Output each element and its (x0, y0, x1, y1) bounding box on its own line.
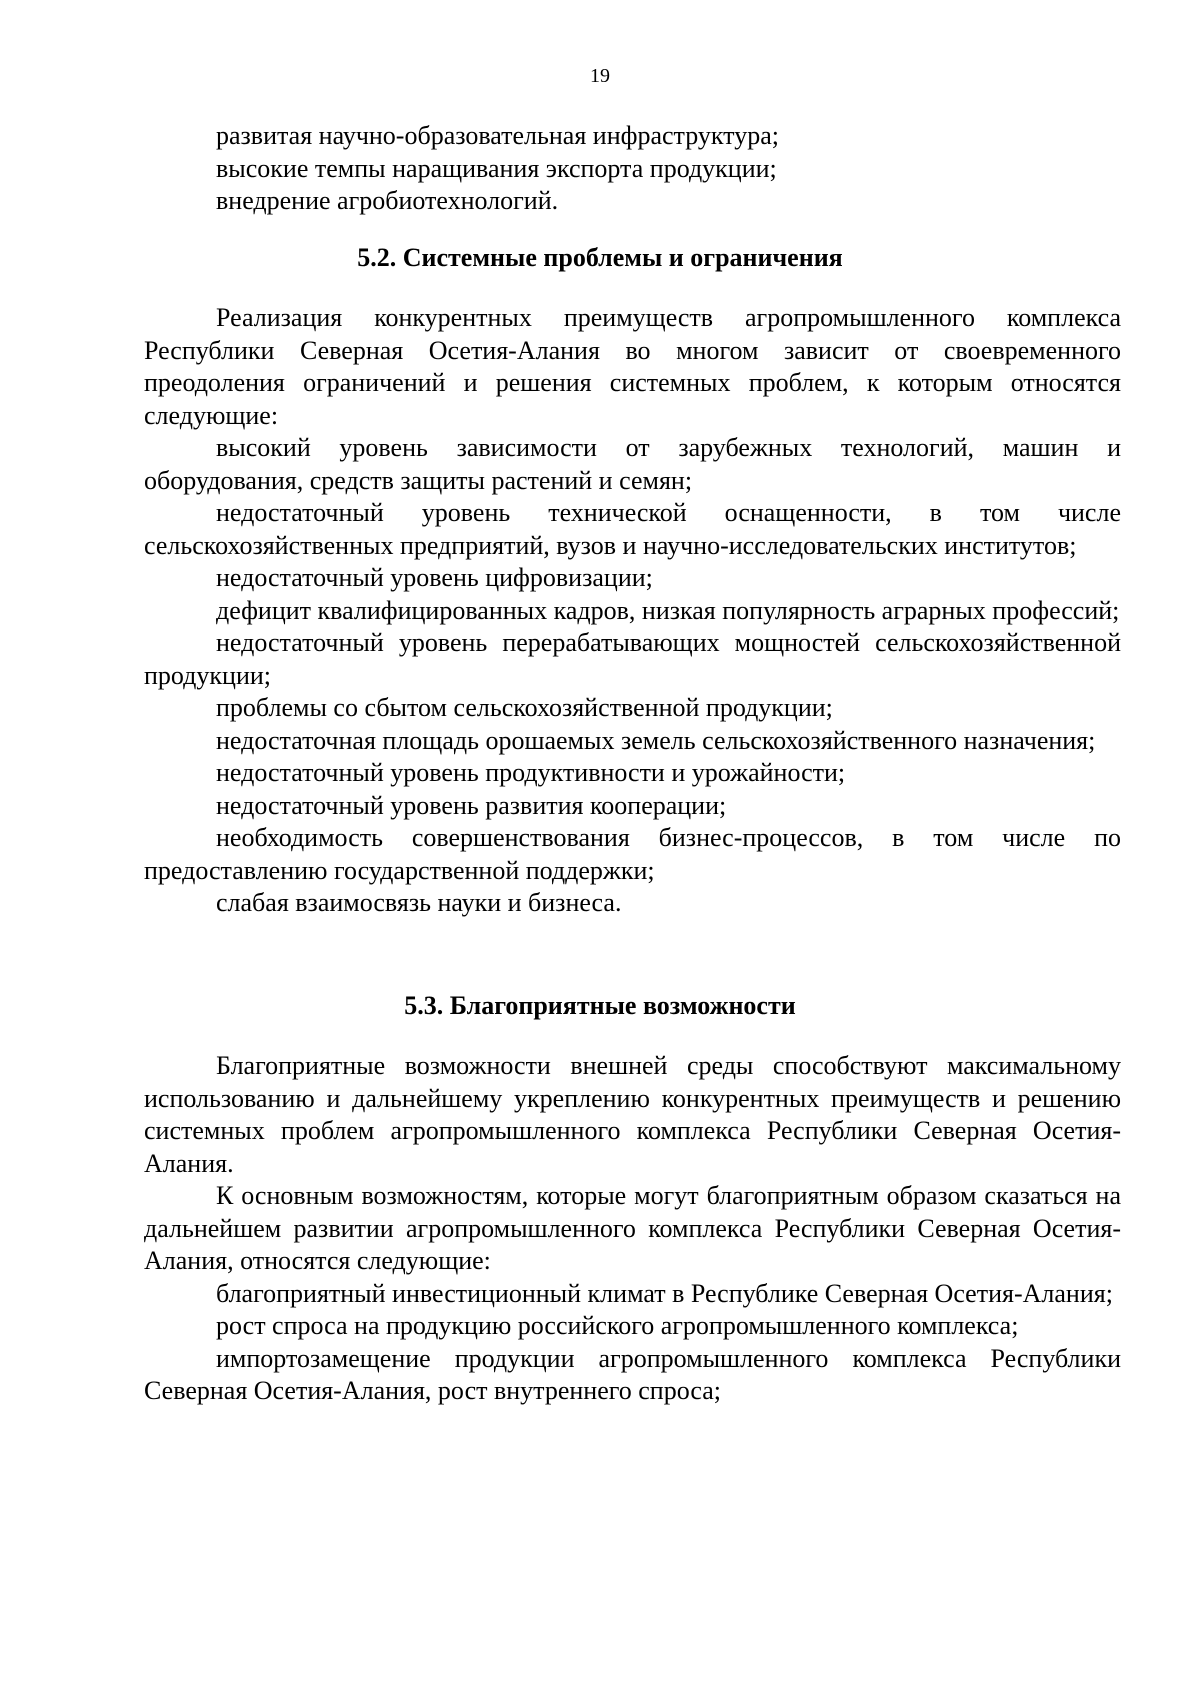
list-item: недостаточная площадь орошаемых земель сельскохозяйственного назначения; (216, 725, 1096, 755)
intro-list (144, 120, 1121, 218)
list-item: высокие темпы наращивания экспорта продукции; (216, 153, 777, 183)
section-5-3-body (144, 1050, 1121, 1408)
list-item: слабая взаимосвязь науки и бизнеса. (216, 888, 622, 917)
page-number: 19 (590, 65, 610, 87)
section-heading-5-2: 5.2. Системные проблемы и ограничения (357, 243, 843, 272)
list-item: благоприятный инвестиционный климат в Республике Северная Осетия-Алания; (216, 1278, 1113, 1308)
list-item: недостаточный уровень цифровизации; (216, 563, 653, 592)
list-item: недостаточный уровень развития кооперации; (216, 790, 727, 820)
list-item: рост спроса на продукцию российского агропромышленного комплекса; (216, 1311, 1019, 1340)
list-item: недостаточный уровень продуктивности и урожайности; (216, 758, 846, 787)
list-item: необходимость совершенствования бизнес-процессов, в том числе по предоставлению государственной поддержки; (144, 823, 1121, 885)
paragraph: Реализация конкурентных преимуществ агропромышленного комплекса Республики Северная Осетия-Алания во многом зависит от своевременного преодоления ограничений и решения системных проблем, к которым относятся следующие: (144, 303, 1121, 430)
list-item: высокий уровень зависимости от зарубежных технологий, машин и оборудования, средств защиты растений и семян; (144, 433, 1121, 495)
list-item: дефицит квалифицированных кадров, низкая популярность аграрных профессий; (216, 595, 1120, 625)
list-item: импортозамещение продукции агропромышленного комплекса Республики Северная Осетия-Алания, рост внутреннего спроса; (144, 1343, 1121, 1405)
paragraph: Благоприятные возможности внешней среды способствуют максимальному использованию и дальнейшему укреплению конкурентных преимуществ и решению системных проблем агропромышленного комплекса Республики Северная Осетия-Алания. (144, 1051, 1121, 1178)
list-item: недостаточный уровень технической оснащенности, в том числе сельскохозяйственных предприятий, вузов и научно-исследовательских институтов; (144, 498, 1121, 560)
list-item: развитая научно-образовательная инфраструктура; (216, 121, 779, 150)
list-item: недостаточный уровень перерабатывающих мощностей сельскохозяйственной продукции; (144, 628, 1121, 690)
paragraph: К основным возможностям, которые могут благоприятным образом сказаться на дальнейшем развитии агропромышленного комплекса Республики Северная Осетия-Алания, относятся следующие: (144, 1181, 1121, 1275)
section-5-2-body (144, 302, 1121, 920)
section-heading-5-3: 5.3. Благоприятные возможности (404, 991, 796, 1020)
list-item: проблемы со сбытом сельскохозяйственной продукции; (216, 693, 833, 722)
list-item: внедрение агробиотехнологий. (216, 186, 559, 215)
